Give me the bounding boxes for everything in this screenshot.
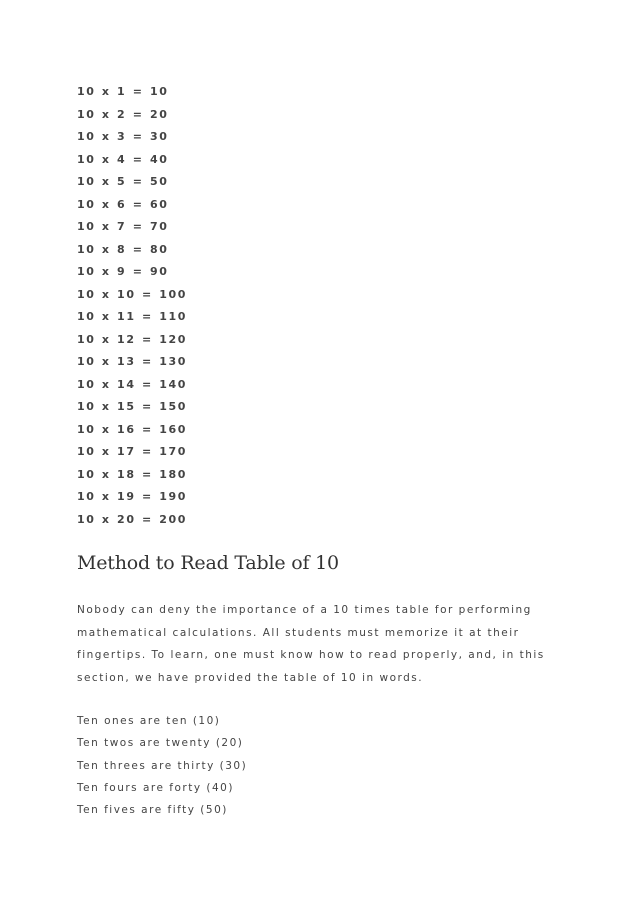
table-row: 10 x 2 = 20 <box>77 107 169 121</box>
table-row: 10 x 19 = 190 <box>77 490 188 503</box>
table-row: 10 x 7 = 70 <box>77 220 169 233</box>
table-row: 10 x 1 = 10 <box>77 85 169 98</box>
table-row: 10 x 17 = 170 <box>77 445 188 458</box>
table-row: 10 x 5 = 50 <box>77 175 169 188</box>
multiplication-table-list <box>77 84 187 534</box>
words-row: Ten threes are thirty (30) <box>77 759 248 772</box>
table-in-words-list <box>77 713 247 824</box>
table-row: 10 x 16 = 160 <box>77 422 188 436</box>
table-row: 10 x 9 = 90 <box>77 265 169 278</box>
section-heading: Method to Read Table of 10 <box>77 552 339 574</box>
table-row: 10 x 14 = 140 <box>77 377 188 391</box>
words-row: Ten twos are twenty (20) <box>77 737 244 750</box>
words-row: Ten fours are forty (40) <box>77 781 234 794</box>
table-row: 10 x 11 = 110 <box>77 310 188 323</box>
table-row: 10 x 12 = 120 <box>77 332 188 346</box>
table-row: 10 x 10 = 100 <box>77 287 188 301</box>
table-row: 10 x 18 = 180 <box>77 467 188 481</box>
intro-paragraph: Nobody can deny the importance of a 10 times table for performing mathematical calculations. All students must memorize it at their fingertips. To learn, one must know how to read properly, and, in this section, we have provided the table of 10 in words. <box>77 604 545 684</box>
table-row: 10 x 13 = 130 <box>77 355 188 368</box>
words-row: Ten ones are ten (10) <box>77 715 221 727</box>
table-row: 10 x 4 = 40 <box>77 152 169 166</box>
table-row: 10 x 15 = 150 <box>77 400 188 413</box>
table-row: 10 x 8 = 80 <box>77 242 169 256</box>
table-row: 10 x 3 = 30 <box>77 130 169 143</box>
table-row: 10 x 6 = 60 <box>77 197 169 211</box>
table-row: 10 x 20 = 200 <box>77 512 188 526</box>
words-row: Ten fives are fifty (50) <box>77 804 228 817</box>
